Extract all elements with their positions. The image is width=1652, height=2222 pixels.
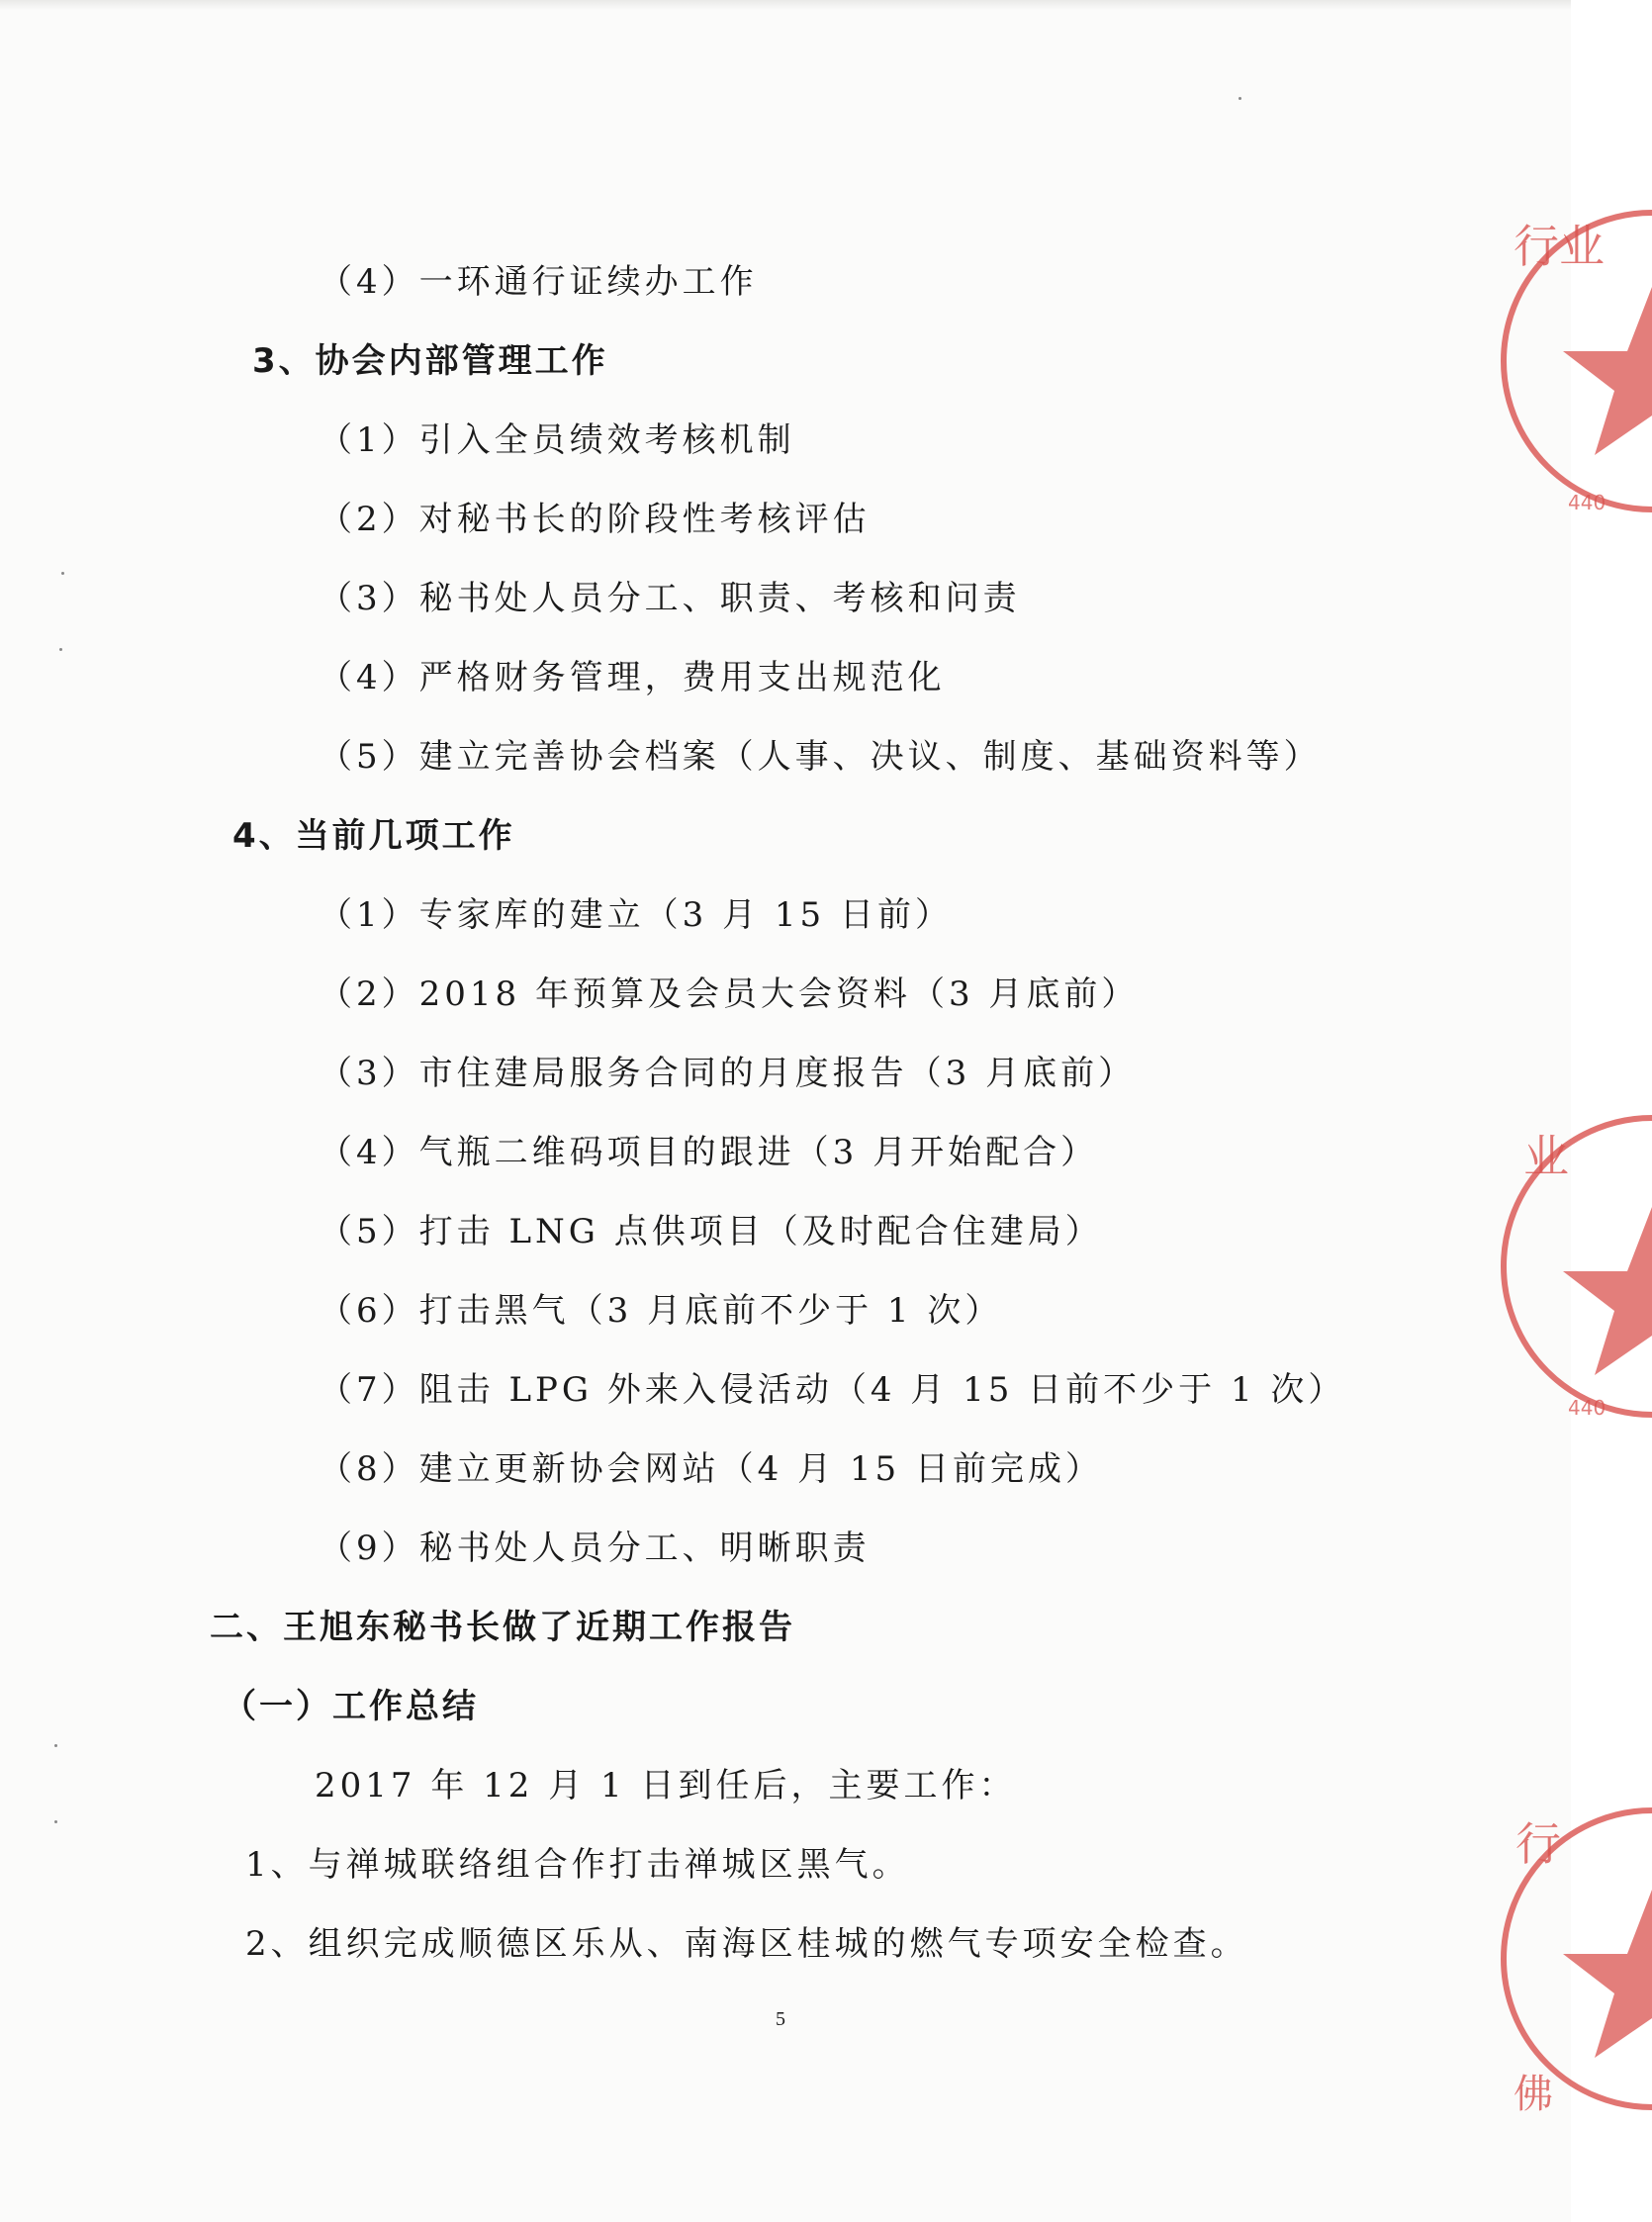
list-item: （1）引入全员绩效考核机制 bbox=[319, 420, 795, 460]
list-item: （5）建立完善协会档案（人事、决议、制度、基础资料等） bbox=[319, 737, 1322, 777]
svg-text:行业: 行业 bbox=[1514, 220, 1605, 273]
list-item: （6）打击黑气（3 月底前不少于 1 次） bbox=[319, 1291, 1003, 1331]
scan-speck bbox=[1239, 97, 1241, 100]
page-number: 5 bbox=[776, 2008, 785, 2030]
svg-text:业: 业 bbox=[1523, 1130, 1569, 1183]
list-item: （2）对秘书长的阶段性考核评估 bbox=[319, 500, 871, 539]
section-heading: 4、当前几项工作 bbox=[232, 816, 515, 856]
scan-speck bbox=[59, 648, 62, 651]
stamp-seal bbox=[1494, 1791, 1571, 2127]
list-item: （4）一环通行证续办工作 bbox=[319, 262, 758, 302]
stamp-seal bbox=[1494, 1098, 1606, 1435]
paragraph: 1、与禅城联络组合作打击禅城区黑气。 bbox=[245, 1845, 910, 1885]
section-heading: 二、王旭东秘书长做了近期工作报告 bbox=[210, 1608, 795, 1647]
svg-text:440: 440 bbox=[1568, 491, 1606, 514]
list-item: （2）2018 年预算及会员大会资料（3 月底前） bbox=[319, 974, 1140, 1014]
list-item: （4）严格财务管理，费用支出规范化 bbox=[319, 658, 946, 697]
scan-speck bbox=[61, 572, 64, 575]
list-item: （7）阻击 LPG 外来入侵活动（4 月 15 日前不少于 1 次） bbox=[319, 1370, 1346, 1410]
paragraph: 2、组织完成顺德区乐从、南海区桂城的燃气专项安全检查。 bbox=[245, 1924, 1248, 1964]
list-item: （9）秘书处人员分工、明晰职责 bbox=[319, 1528, 871, 1568]
list-item: （5）打击 LNG 点供项目（及时配合住建局） bbox=[319, 1212, 1103, 1251]
subsection-heading: （一）工作总结 bbox=[223, 1687, 479, 1726]
scan-speck bbox=[54, 1820, 57, 1823]
paragraph: 2017 年 12 月 1 日到任后，主要工作： bbox=[315, 1766, 1017, 1805]
list-item: （8）建立更新协会网站（4 月 15 日前完成） bbox=[319, 1449, 1103, 1489]
svg-text:佛: 佛 bbox=[1514, 2072, 1553, 2117]
scan-edge bbox=[0, 0, 1571, 10]
scan-speck bbox=[54, 1744, 57, 1747]
list-item: （3）秘书处人员分工、职责、考核和问责 bbox=[319, 579, 1021, 618]
list-item: （3）市住建局服务合同的月度报告（3 月底前） bbox=[319, 1054, 1137, 1093]
list-item: （1）专家库的建立（3 月 15 日前） bbox=[319, 895, 953, 935]
list-item: （4）气瓶二维码项目的跟进（3 月开始配合） bbox=[319, 1133, 1099, 1172]
stamp-seal bbox=[1494, 193, 1606, 529]
svg-text:行: 行 bbox=[1515, 1817, 1561, 1871]
section-heading: 3、协会内部管理工作 bbox=[252, 341, 608, 381]
svg-text:440: 440 bbox=[1568, 1396, 1606, 1420]
